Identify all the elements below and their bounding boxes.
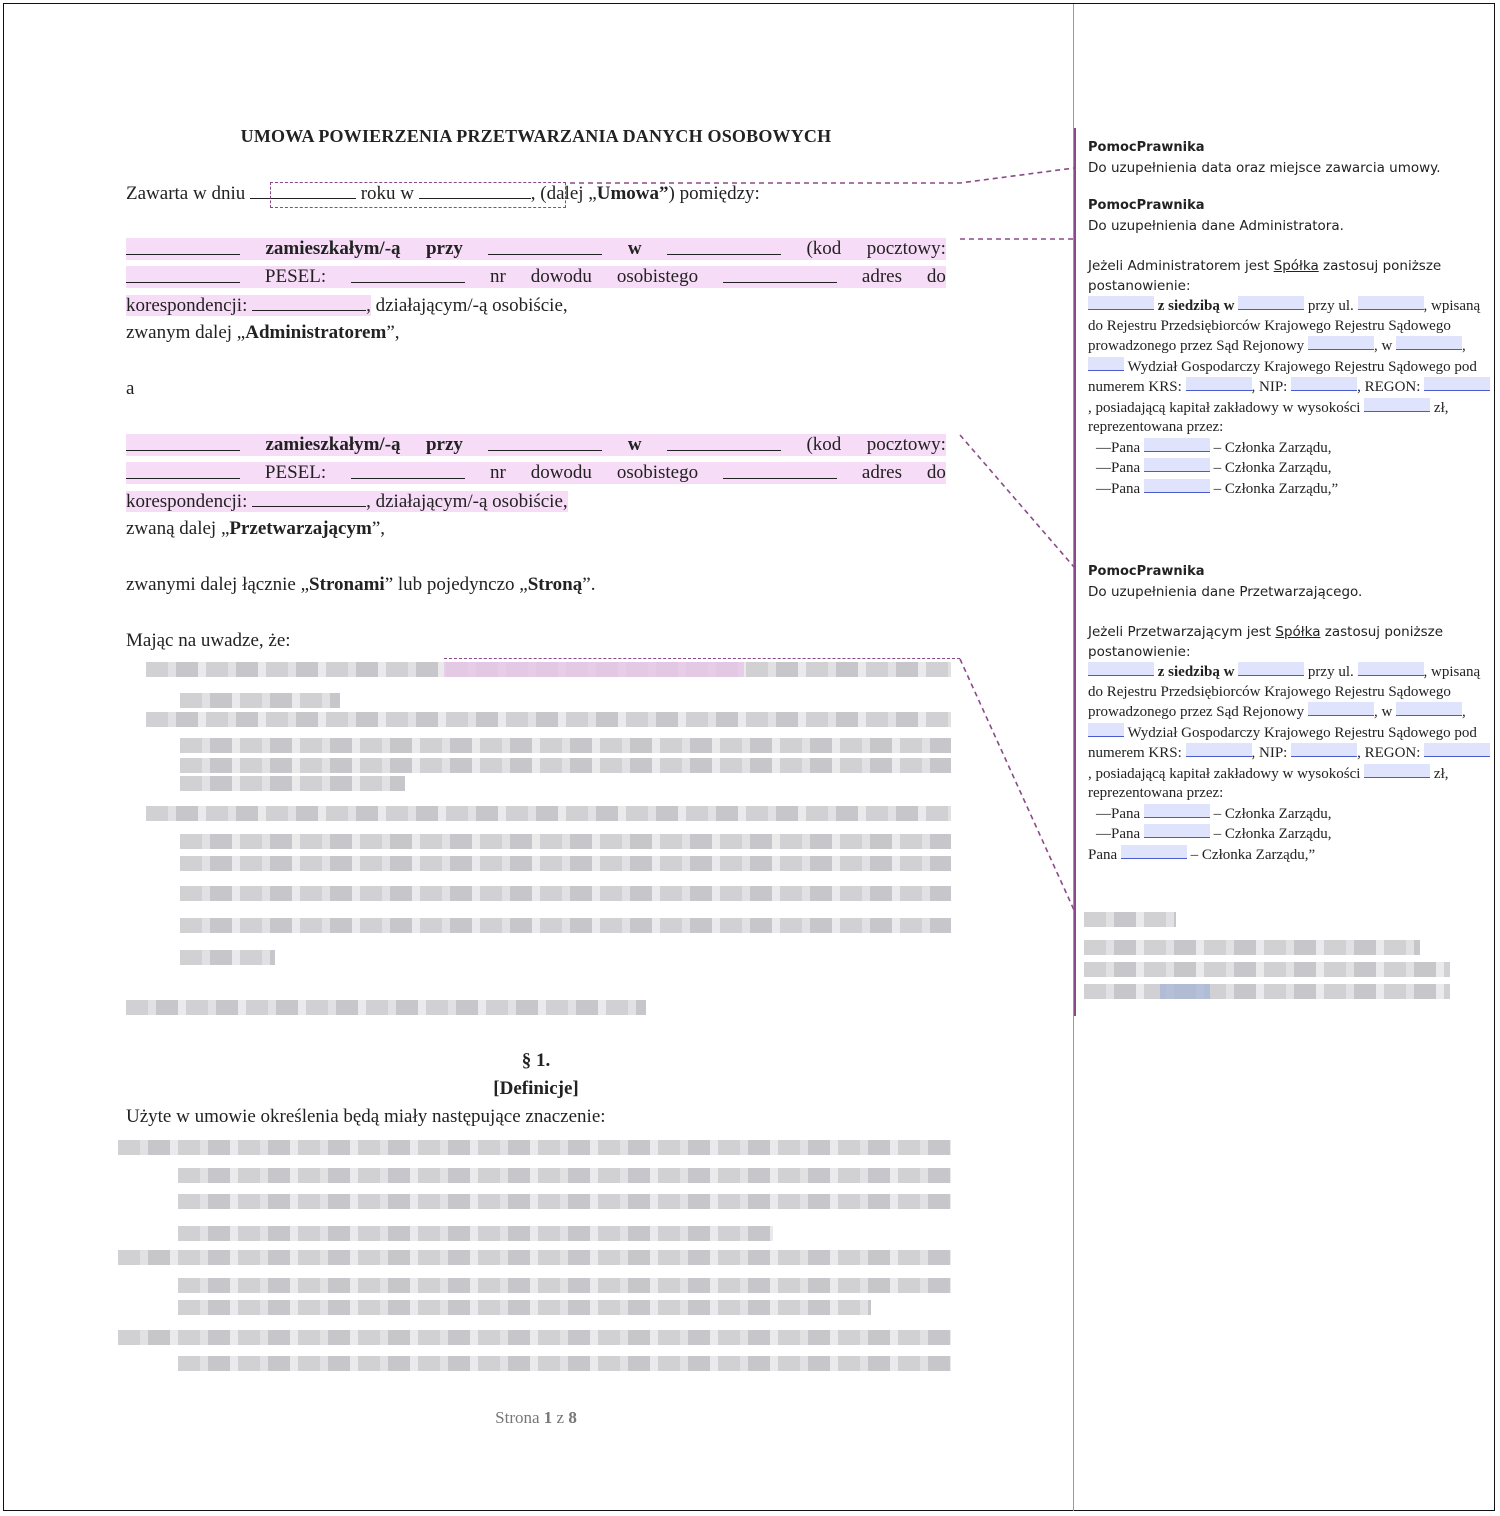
party2-pesel-blank[interactable]	[351, 462, 465, 479]
field-regon[interactable]	[1424, 377, 1490, 391]
comment-clause: z siedzibą w przy ul. , wpisaną do Rejestru Przedsiębiorców Krajowego Rejestru Sądowego prowadzonego przez Sąd Rejonowy , w , Wydział Gospodarczy Krajowego Rejestru Sądowego pod numerem KRS: , NIP: , REGON: , posiadającą kapitał zakładowy w wysokości zł, reprezentowana przez: —Pana – Członka Zarządu, —Pana – Członka Zarządu, Pana – Członka Zarządu,”	[1088, 662, 1493, 865]
clause-member-2	[1088, 824, 1493, 845]
party1-name-blank[interactable]	[126, 238, 240, 255]
clause-zl: zł, reprezentowana przez:	[1088, 399, 1449, 435]
clause-division: Wydział Gospodarczy Krajowego Rejestru Sądowego pod numerem KRS:	[1088, 358, 1477, 395]
party1-address-blank[interactable]	[252, 294, 366, 311]
document-title: UMOWA POWIERZENIA PRZETWARZANIA DANYCH OSOBOWYCH	[240, 126, 832, 146]
field-court[interactable]	[1308, 336, 1374, 350]
party2-correspondence: korespondencji:	[126, 491, 253, 512]
field-nip[interactable]	[1291, 377, 1357, 391]
blurred-line	[180, 886, 951, 901]
field-krs[interactable]	[1186, 743, 1252, 757]
party2-pesel: PESEL:	[264, 462, 327, 483]
comment-author: PomocPrawnika	[1088, 564, 1205, 579]
field-division[interactable]	[1088, 357, 1124, 371]
party1-correspondence: korespondencji:	[126, 295, 253, 316]
clause-pana: —Pana	[1096, 826, 1144, 842]
note-b: zastosuj poniższe postanowienie:	[1088, 258, 1442, 294]
intro-suffix-a: (dalej „	[540, 183, 597, 204]
field-krs[interactable]	[1186, 377, 1252, 391]
party2-named-a: zwaną dalej „	[126, 518, 230, 539]
field-division[interactable]	[1088, 723, 1124, 737]
comment-thread-bar	[1074, 128, 1076, 1016]
field-capital[interactable]	[1364, 398, 1430, 412]
blurred-line	[1084, 984, 1450, 999]
party2-nr: nr	[489, 462, 506, 483]
page-footer	[126, 1408, 946, 1428]
blurred-line	[180, 856, 951, 871]
party1-postal-b: pocztowy:	[866, 238, 946, 259]
party1-osobistego: osobistego	[616, 266, 699, 287]
comment-clause: z siedzibą w przy ul. , wpisaną do Rejestru Przedsiębiorców Krajowego Rejestru Sądowego prowadzonego przez Sąd Rejonowy , w , Wydział Gospodarczy Krajowego Rejestru Sądowego pod numerem KRS: , NIP: , REGON: , posiadającą kapitał zakładowy w wysokości zł, reprezentowana przez: —Pana – Członka Zarządu, —Pana – Członka Zarządu, —Pana – Członka Zarządu,”	[1088, 296, 1493, 499]
party1-line3: korespondencji: , działającym/-ą osobiście,	[126, 295, 568, 316]
party1-in: w	[627, 238, 642, 259]
blurred-line	[180, 738, 951, 753]
comment-text: Do uzupełnienia dane Przetwarzającego.	[1088, 584, 1363, 600]
party2-line3: korespondencji: , działającym/-ą osobiście,	[126, 491, 568, 512]
party2-in: w	[627, 434, 642, 455]
clause-pana: —Pana	[1096, 805, 1144, 822]
comment-text: Do uzupełnienia dane Administratora.	[1088, 218, 1344, 234]
clause-pana: —Pana	[1096, 460, 1144, 476]
connector-3	[960, 435, 1074, 567]
jointly-d: Stroną	[527, 574, 583, 595]
clause-member-3	[1088, 845, 1493, 866]
party2-named-c: ”,	[371, 518, 385, 539]
clause-member-3	[1088, 479, 1493, 500]
party2-id-blank[interactable]	[723, 462, 837, 479]
footer-total: 8	[568, 1408, 577, 1427]
connector-1	[570, 168, 1074, 183]
note-a: Jeżeli Administratorem jest	[1088, 258, 1274, 274]
party1-acting: działającym/-ą osobiście,	[370, 295, 568, 316]
party1-adres: adres	[861, 266, 903, 287]
blurred-line	[178, 1300, 871, 1315]
clause-pana: —Pana	[1096, 439, 1144, 456]
party2-acting: działającym/-ą osobiście,	[370, 491, 568, 512]
field-street[interactable]	[1358, 662, 1424, 676]
intro-umowa: Umowa”	[596, 183, 669, 204]
clause-pana: Pana	[1088, 846, 1121, 863]
jointly-b: Stronami	[309, 574, 385, 595]
party1-named-a: zwanym dalej „	[126, 322, 246, 343]
clause-member-last: – Członka Zarządu,”	[1186, 846, 1316, 863]
intro-mid: roku w	[355, 183, 419, 204]
clause-member: – Członka Zarządu,	[1209, 826, 1332, 842]
party2-postal: (kod	[806, 434, 842, 455]
party1-named	[126, 322, 946, 344]
jointly-line	[126, 574, 946, 596]
party2-named-b: Przetwarzającym	[229, 518, 372, 539]
party2-adres: adres	[861, 462, 903, 483]
field-member-1[interactable]	[1144, 804, 1210, 818]
party1-named-b: Administratorem	[245, 322, 387, 343]
field-city[interactable]	[1238, 296, 1304, 310]
clause-pana: —Pana	[1096, 480, 1144, 497]
jointly-c: ” lub pojedynczo „	[384, 574, 528, 595]
party2-residing: zamieszkałym/-ą	[265, 434, 401, 455]
party1-pesel: PESEL:	[264, 266, 327, 287]
clause-member: – Członka Zarządu,	[1209, 460, 1332, 476]
party1-dowodu: dowodu	[530, 266, 592, 287]
field-company[interactable]	[1088, 296, 1154, 310]
field-regon[interactable]	[1424, 743, 1490, 757]
party1-at: przy	[425, 238, 463, 259]
definitions-intro: Użyte w umowie określenia będą miały następujące znaczenie:	[126, 1106, 606, 1127]
clause-capital: , posiadającą kapitał zakładowy w wysokości	[1088, 765, 1365, 782]
intro-suffix-b: ) pomiędzy:	[668, 183, 760, 204]
party1-named-c: ”,	[386, 322, 400, 343]
blurred-line	[1084, 940, 1420, 955]
field-company[interactable]	[1088, 662, 1154, 676]
blurred-line	[180, 918, 951, 933]
blurred-field	[1160, 984, 1210, 999]
jointly-e: ”.	[582, 574, 596, 595]
field-member-2[interactable]	[1144, 824, 1210, 838]
party2-name-blank[interactable]	[126, 434, 240, 451]
footer-sep: z	[552, 1408, 569, 1427]
party2-osobistego: osobistego	[616, 462, 699, 483]
blurred-line	[126, 1000, 646, 1015]
comment-note	[1088, 622, 1493, 662]
party2-do: do	[926, 462, 946, 483]
blurred-line	[146, 806, 951, 821]
blurred-line	[118, 1250, 951, 1265]
intro-prefix: Zawarta w dniu	[126, 183, 250, 204]
section-title: [Definicje]	[493, 1078, 579, 1099]
party1-postal: (kod	[806, 238, 842, 259]
blurred-line	[178, 1278, 951, 1293]
clause-w: w	[1381, 704, 1397, 720]
date-blank[interactable]	[250, 182, 356, 199]
note-b: zastosuj poniższe postanowienie:	[1088, 624, 1443, 660]
clause-member-2	[1088, 458, 1493, 479]
party2-postal-b: pocztowy:	[866, 434, 946, 455]
party1-city-blank[interactable]	[667, 238, 781, 255]
party2-dowodu: dowodu	[530, 462, 592, 483]
field-member-3[interactable]	[1121, 845, 1187, 859]
comment-text: Do uzupełnienia data oraz miejsce zawarcia umowy.	[1088, 160, 1441, 176]
party2-address-blank[interactable]	[252, 490, 366, 507]
party1-nr: nr	[489, 266, 506, 287]
blurred-line	[1084, 962, 1450, 977]
blurred-line	[180, 693, 340, 708]
party2-street-blank[interactable]	[488, 434, 602, 451]
blurred-line	[180, 950, 275, 965]
blurred-line	[178, 1226, 773, 1241]
comment-2[interactable]	[1088, 196, 1493, 499]
clause-member: – Członka Zarządu,	[1209, 439, 1332, 456]
connector-4	[960, 659, 1074, 910]
party1-do: do	[926, 266, 946, 287]
field-member-1[interactable]	[1144, 438, 1210, 452]
clause-zl: zł, reprezentowana przez:	[1088, 765, 1449, 801]
whereas-line: Mając na uwadze, że:	[126, 630, 291, 651]
blurred-line	[1084, 912, 1176, 927]
footer-prefix: Strona	[495, 1408, 544, 1427]
clause-street: przy ul.	[1304, 298, 1358, 314]
and-word: a	[126, 378, 135, 399]
blurred-line	[118, 1330, 951, 1345]
comment-1[interactable]	[1088, 138, 1493, 178]
comment-3[interactable]	[1088, 562, 1493, 865]
party2-city-blank[interactable]	[667, 434, 781, 451]
party2-named	[126, 518, 946, 540]
clause-street: przy ul.	[1304, 664, 1358, 680]
clause-member: – Członka Zarządu,	[1209, 805, 1332, 822]
field-court-city[interactable]	[1396, 702, 1462, 716]
field-city[interactable]	[1238, 662, 1304, 676]
blurred-line	[178, 1168, 951, 1183]
section-number: § 1.	[521, 1050, 551, 1071]
clause-registry: wpisaną do Rejestru Przedsiębiorców Krajowego Rejestru Sądowego prowadzonego przez Sąd Rejonowy	[1088, 298, 1481, 354]
party2-postal-blank[interactable]	[126, 462, 240, 479]
party2-line2	[126, 462, 946, 484]
party2-line1	[126, 434, 946, 456]
blurred-line	[180, 758, 951, 773]
party1-residing: zamieszkałym/-ą	[265, 238, 401, 259]
party1-line1	[126, 238, 946, 260]
party1-id-blank[interactable]	[723, 266, 837, 283]
clause-member-last: – Członka Zarządu,”	[1209, 480, 1339, 497]
party2-at: przy	[425, 434, 463, 455]
note-link[interactable]: Spółka	[1275, 624, 1321, 640]
clause-member-1	[1088, 804, 1493, 825]
field-member-3[interactable]	[1144, 479, 1210, 493]
clause-nip: , NIP:	[1251, 745, 1292, 761]
clause-registry: wpisaną do Rejestru Przedsiębiorców Krajowego Rejestru Sądowego prowadzonego przez Sąd Rejonowy	[1088, 664, 1481, 720]
blurred-line	[118, 1140, 951, 1155]
clause-seat: z siedzibą w	[1154, 298, 1239, 314]
place-blank[interactable]	[419, 182, 531, 199]
note-link[interactable]: Spółka	[1273, 258, 1319, 274]
footer-page: 1	[543, 1408, 553, 1427]
jointly-a: zwanymi dalej łącznie „	[126, 574, 310, 595]
comment-author: PomocPrawnika	[1088, 140, 1205, 155]
blurred-line	[180, 834, 951, 849]
intro-line: Zawarta w dniu roku w , (dalej „Umowa”) pomiędzy:	[126, 183, 760, 204]
clause-member-1	[1088, 438, 1493, 459]
party1-postal-blank[interactable]	[126, 266, 240, 283]
field-capital[interactable]	[1364, 764, 1430, 778]
party1-pesel-blank[interactable]	[351, 266, 465, 283]
clause-capital: , posiadającą kapitał zakładowy w wysokości	[1088, 399, 1365, 416]
clause-regon: , REGON:	[1357, 379, 1425, 395]
clause-nip: , NIP:	[1251, 379, 1292, 395]
clause-regon: , REGON:	[1357, 745, 1425, 761]
blurred-line	[146, 712, 951, 727]
blurred-line	[178, 1356, 951, 1371]
comment-author: PomocPrawnika	[1088, 198, 1205, 213]
comment-note	[1088, 256, 1493, 296]
field-street[interactable]	[1358, 296, 1424, 310]
clause-seat: z siedzibą w	[1154, 664, 1239, 680]
blurred-line	[180, 776, 405, 791]
clause-w: w	[1381, 338, 1397, 354]
field-member-2[interactable]	[1144, 458, 1210, 472]
blurred-highlight	[444, 662, 744, 677]
party1-line2	[126, 266, 946, 288]
party1-street-blank[interactable]	[488, 238, 602, 255]
blurred-line	[178, 1194, 951, 1209]
field-court[interactable]	[1308, 702, 1374, 716]
field-nip[interactable]	[1291, 743, 1357, 757]
field-court-city[interactable]	[1396, 336, 1462, 350]
clause-division: Wydział Gospodarczy Krajowego Rejestru Sądowego pod numerem KRS:	[1088, 724, 1477, 761]
note-a: Jeżeli Przetwarzającym jest	[1088, 624, 1276, 640]
